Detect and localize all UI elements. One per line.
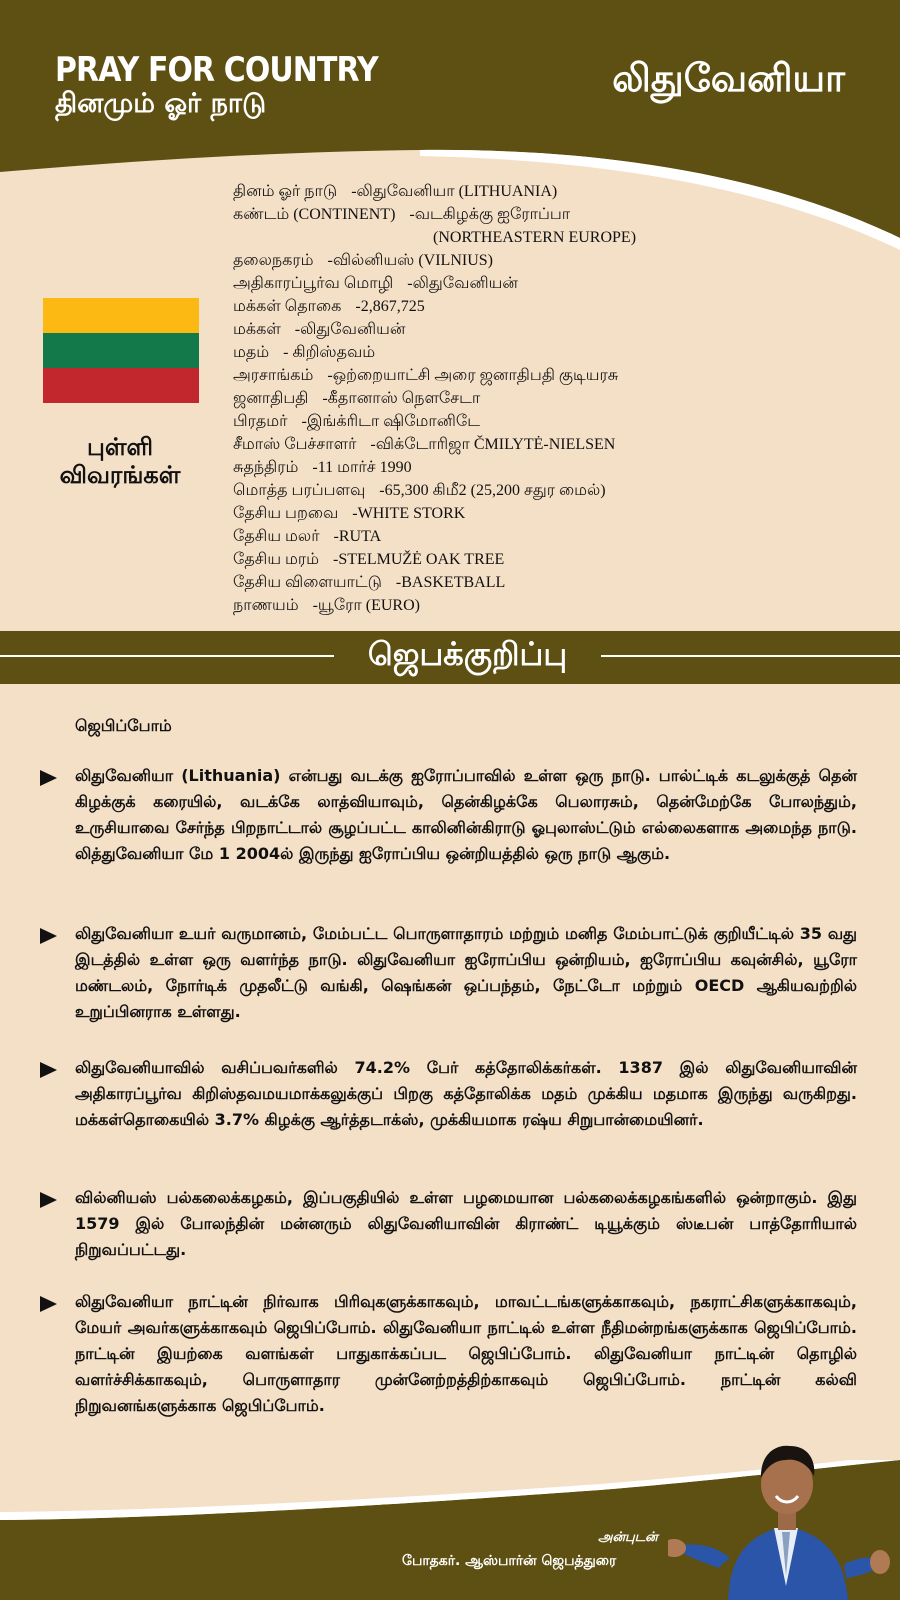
header-title-en: PRAY FOR COUNTRY (55, 50, 378, 90)
divider-line-left (0, 655, 334, 657)
fact-row (233, 249, 883, 272)
prayer-section-band (0, 631, 900, 684)
flag-stripe-green (43, 333, 199, 368)
facts-heading-line2: விவரங்கள் (59, 461, 181, 489)
fact-key: பிரதமர் (233, 413, 288, 430)
fact-value: -11 மார்ச் 1990 (312, 459, 412, 476)
fact-row (233, 272, 883, 295)
signature-greeting: அன்புடன் (598, 1530, 658, 1545)
fact-key: தினம் ஓர் நாடு (233, 183, 338, 200)
fact-value: -65,300 கிமீ2 (25,200 சதுர மைல்) (379, 482, 606, 499)
fact-row (233, 571, 883, 594)
bullet-arrow-icon (40, 1296, 57, 1312)
fact-key: மக்கள் (233, 321, 281, 338)
fact-key: சீமாஸ் பேச்சாளர் (233, 436, 357, 453)
fact-value: -ஒற்றையாட்சி அரை ஜனாதிபதி குடியரசு (327, 367, 619, 384)
facts-list (233, 180, 883, 617)
fact-value: -லிதுவேனியன் (407, 275, 518, 292)
country-name: லிதுவேனியா (612, 56, 845, 100)
fact-key: தேசிய விளையாட்டு (233, 574, 382, 591)
fact-key: மக்கள் தொகை (233, 298, 342, 315)
fact-row (233, 594, 883, 617)
fact-value: -கீதானாஸ் நௌசேடா (322, 390, 481, 407)
facts-heading (30, 433, 210, 489)
fact-key: அரசாங்கம் (233, 367, 314, 384)
fact-row (233, 410, 883, 433)
bullet-arrow-icon (40, 1192, 57, 1208)
fact-value: -லிதுவேனியா (LITHUANIA) (351, 183, 558, 200)
pastor-photo (668, 1436, 900, 1600)
fact-key: தலைநகரம் (233, 252, 314, 269)
bullet-arrow-icon (40, 770, 57, 786)
fact-key: கண்டம் (CONTINENT) (233, 206, 396, 223)
fact-key: நாணயம் (233, 597, 299, 614)
fact-key: தேசிய பறவை (233, 505, 339, 522)
fact-value: -லிதுவேனியன் (294, 321, 406, 338)
fact-row (233, 341, 883, 364)
fact-key: மொத்த பரப்பளவு (233, 482, 366, 499)
fact-key: ஜனாதிபதி (233, 390, 309, 407)
fact-row (233, 318, 883, 341)
divider-line-right (601, 655, 900, 657)
fact-row (233, 548, 883, 571)
fact-row (233, 387, 883, 410)
prayer-paragraph: லிதுவேனியா நாட்டின் நிர்வாக பிரிவுகளுக்காகவும், மாவட்டங்களுக்காகவும், நகராட்சிகளுக்காகவும், மேயர் அவர்களுக்காகவும் ஜெபிப்போம். லிதுவேனியா நாட்டில் உள்ள நீதிமன்றங்களுக்காக ஜெபிப்போம். நாட்டின் இயற்கை வளங்கள் பாதுகாக்கப்பட ஜெபிப்போம். லிதுவேனியா நாட்டின் தொழில் வளர்ச்சிக்காகவும், பொருளாதார முன்னேற்றத்திற்காகவும் ஜெபிப்போம். நாட்டின் கல்வி நிறுவனங்களுக்காக ஜெபிப்போம். (75, 1292, 857, 1415)
fact-value: -BASKETBALL (395, 574, 506, 591)
fact-key: மதம் (233, 344, 270, 361)
fact-value: -வில்னியஸ் (VILNIUS) (327, 252, 493, 269)
fact-row (233, 456, 883, 479)
fact-value: -RUTA (333, 528, 382, 545)
bullet-arrow-icon (40, 928, 57, 944)
lead-text: ஜெபிப்போம் (75, 716, 172, 735)
fact-row (233, 180, 883, 203)
fact-value: -யூரோ (EURO) (312, 597, 420, 614)
header-title-ta: தினமும் ஓர் நாடு (55, 88, 267, 119)
facts-heading-line1: புள்ளி (86, 433, 154, 461)
prayer-paragraph: லிதுவேனியா (Lithuania) என்பது வடக்கு ஐரோப்பாவில் உள்ள ஒரு நாடு. பால்ட்டிக் கடலுக்குத் தென் கிழக்குக் கரையில், வடக்கே லாத்வியாவும், தென்கிழக்கே பெலாரசும், தென்மேற்கே போலந்தும், உருசியாவை சேர்ந்த பிறநாட்டால் சூழப்பட்ட காலினின்கிராடு ஓபுலாஸ்ட்டும் எல்லைகளாக அமைந்த நாடு. லித்துவேனியா மே 1 2004ல் இருந்து ஐரோப்பிய ஒன்றியத்தில் ஒரு நாடு ஆகும். (75, 766, 857, 863)
prayer-paragraph: லிதுவேனியாவில் வசிப்பவர்களில் 74.2% பேர் கத்தோலிக்கர்கள். 1387 இல் லிதுவேனியாவின் அதிகாரப்பூர்வ கிறிஸ்தவமயமாக்கலுக்குப் பிறகு கத்தோலிக்க மதம் முக்கிய மதமாக இருந்து வருகிறது. மக்கள்தொகையில் 3.7% கிழக்கு ஆர்த்தடாக்ஸ், முக்கியமாக ரஷ்ய சிறுபான்மையினர். (75, 1058, 857, 1129)
fact-value: -2,867,725 (355, 298, 425, 315)
flag-stripe-yellow (43, 298, 199, 333)
fact-row (233, 295, 883, 318)
fact-row (233, 433, 883, 456)
fact-key: தேசிய மலர் (233, 528, 320, 545)
fact-value: -WHITE STORK (352, 505, 466, 522)
fact-value: -இங்க்ரிடா ஷிமோனிடே (301, 413, 481, 430)
fact-key: சுதந்திரம் (233, 459, 299, 476)
flag-stripe-red (43, 368, 199, 403)
fact-key: தேசிய மரம் (233, 551, 320, 568)
lithuania-flag (43, 298, 199, 403)
fact-continuation: (NORTHEASTERN EUROPE) (433, 229, 637, 246)
fact-row (233, 525, 883, 548)
fact-value: -வடகிழக்கு ஐரோப்பா (409, 206, 571, 223)
fact-value: - கிறிஸ்தவம் (283, 344, 376, 361)
prayer-paragraph: வில்னியஸ் பல்கலைக்கழகம், இப்பகுதியில் உள்ள பழமையான பல்கலைக்கழகங்களில் ஒன்றாகும். இது 1579 இல் போலந்தின் மன்னரும் லிதுவேனியாவின் கிராண்ட் டியூக்கும் ஸ்டீபன் பாத்தோரியால் நிறுவப்பட்டது. (75, 1188, 857, 1259)
fact-key: அதிகாரப்பூர்வ மொழி (233, 275, 394, 292)
prayer-paragraph: லிதுவேனியா உயர் வருமானம், மேம்பட்ட பொருளாதாரம் மற்றும் மனித மேம்பாட்டுக் குறியீட்டில் 35 வது இடத்தில் உள்ள ஒரு வளர்ந்த நாடு. லிதுவேனியா ஐரோப்பிய ஒன்றியம், ஐரோப்பிய கவுன்சில், யூரோ மண்டலம், நோர்டிக் முதலீட்டு வங்கி, ஷெங்கன் ஒப்பந்தம், நேட்டோ மற்றும் OECD ஆகியவற்றில் உறுப்பினராக உள்ளது. (75, 924, 858, 1021)
bullet-arrow-icon (40, 1062, 57, 1078)
fact-row (233, 502, 883, 525)
signature-name: போதகர். ஆஸ்பார்ன் ஜெபத்துரை (402, 1553, 617, 1569)
fact-value: -விக்டோரிஜா ČMILYTĖ-NIELSEN (370, 436, 616, 453)
fact-value: -STELMUŽĖ OAK TREE (333, 551, 505, 568)
fact-row (233, 203, 883, 226)
prayer-section-title: ஜெபக்குறிப்பு (367, 635, 568, 673)
fact-row (233, 479, 883, 502)
fact-row (233, 364, 883, 387)
